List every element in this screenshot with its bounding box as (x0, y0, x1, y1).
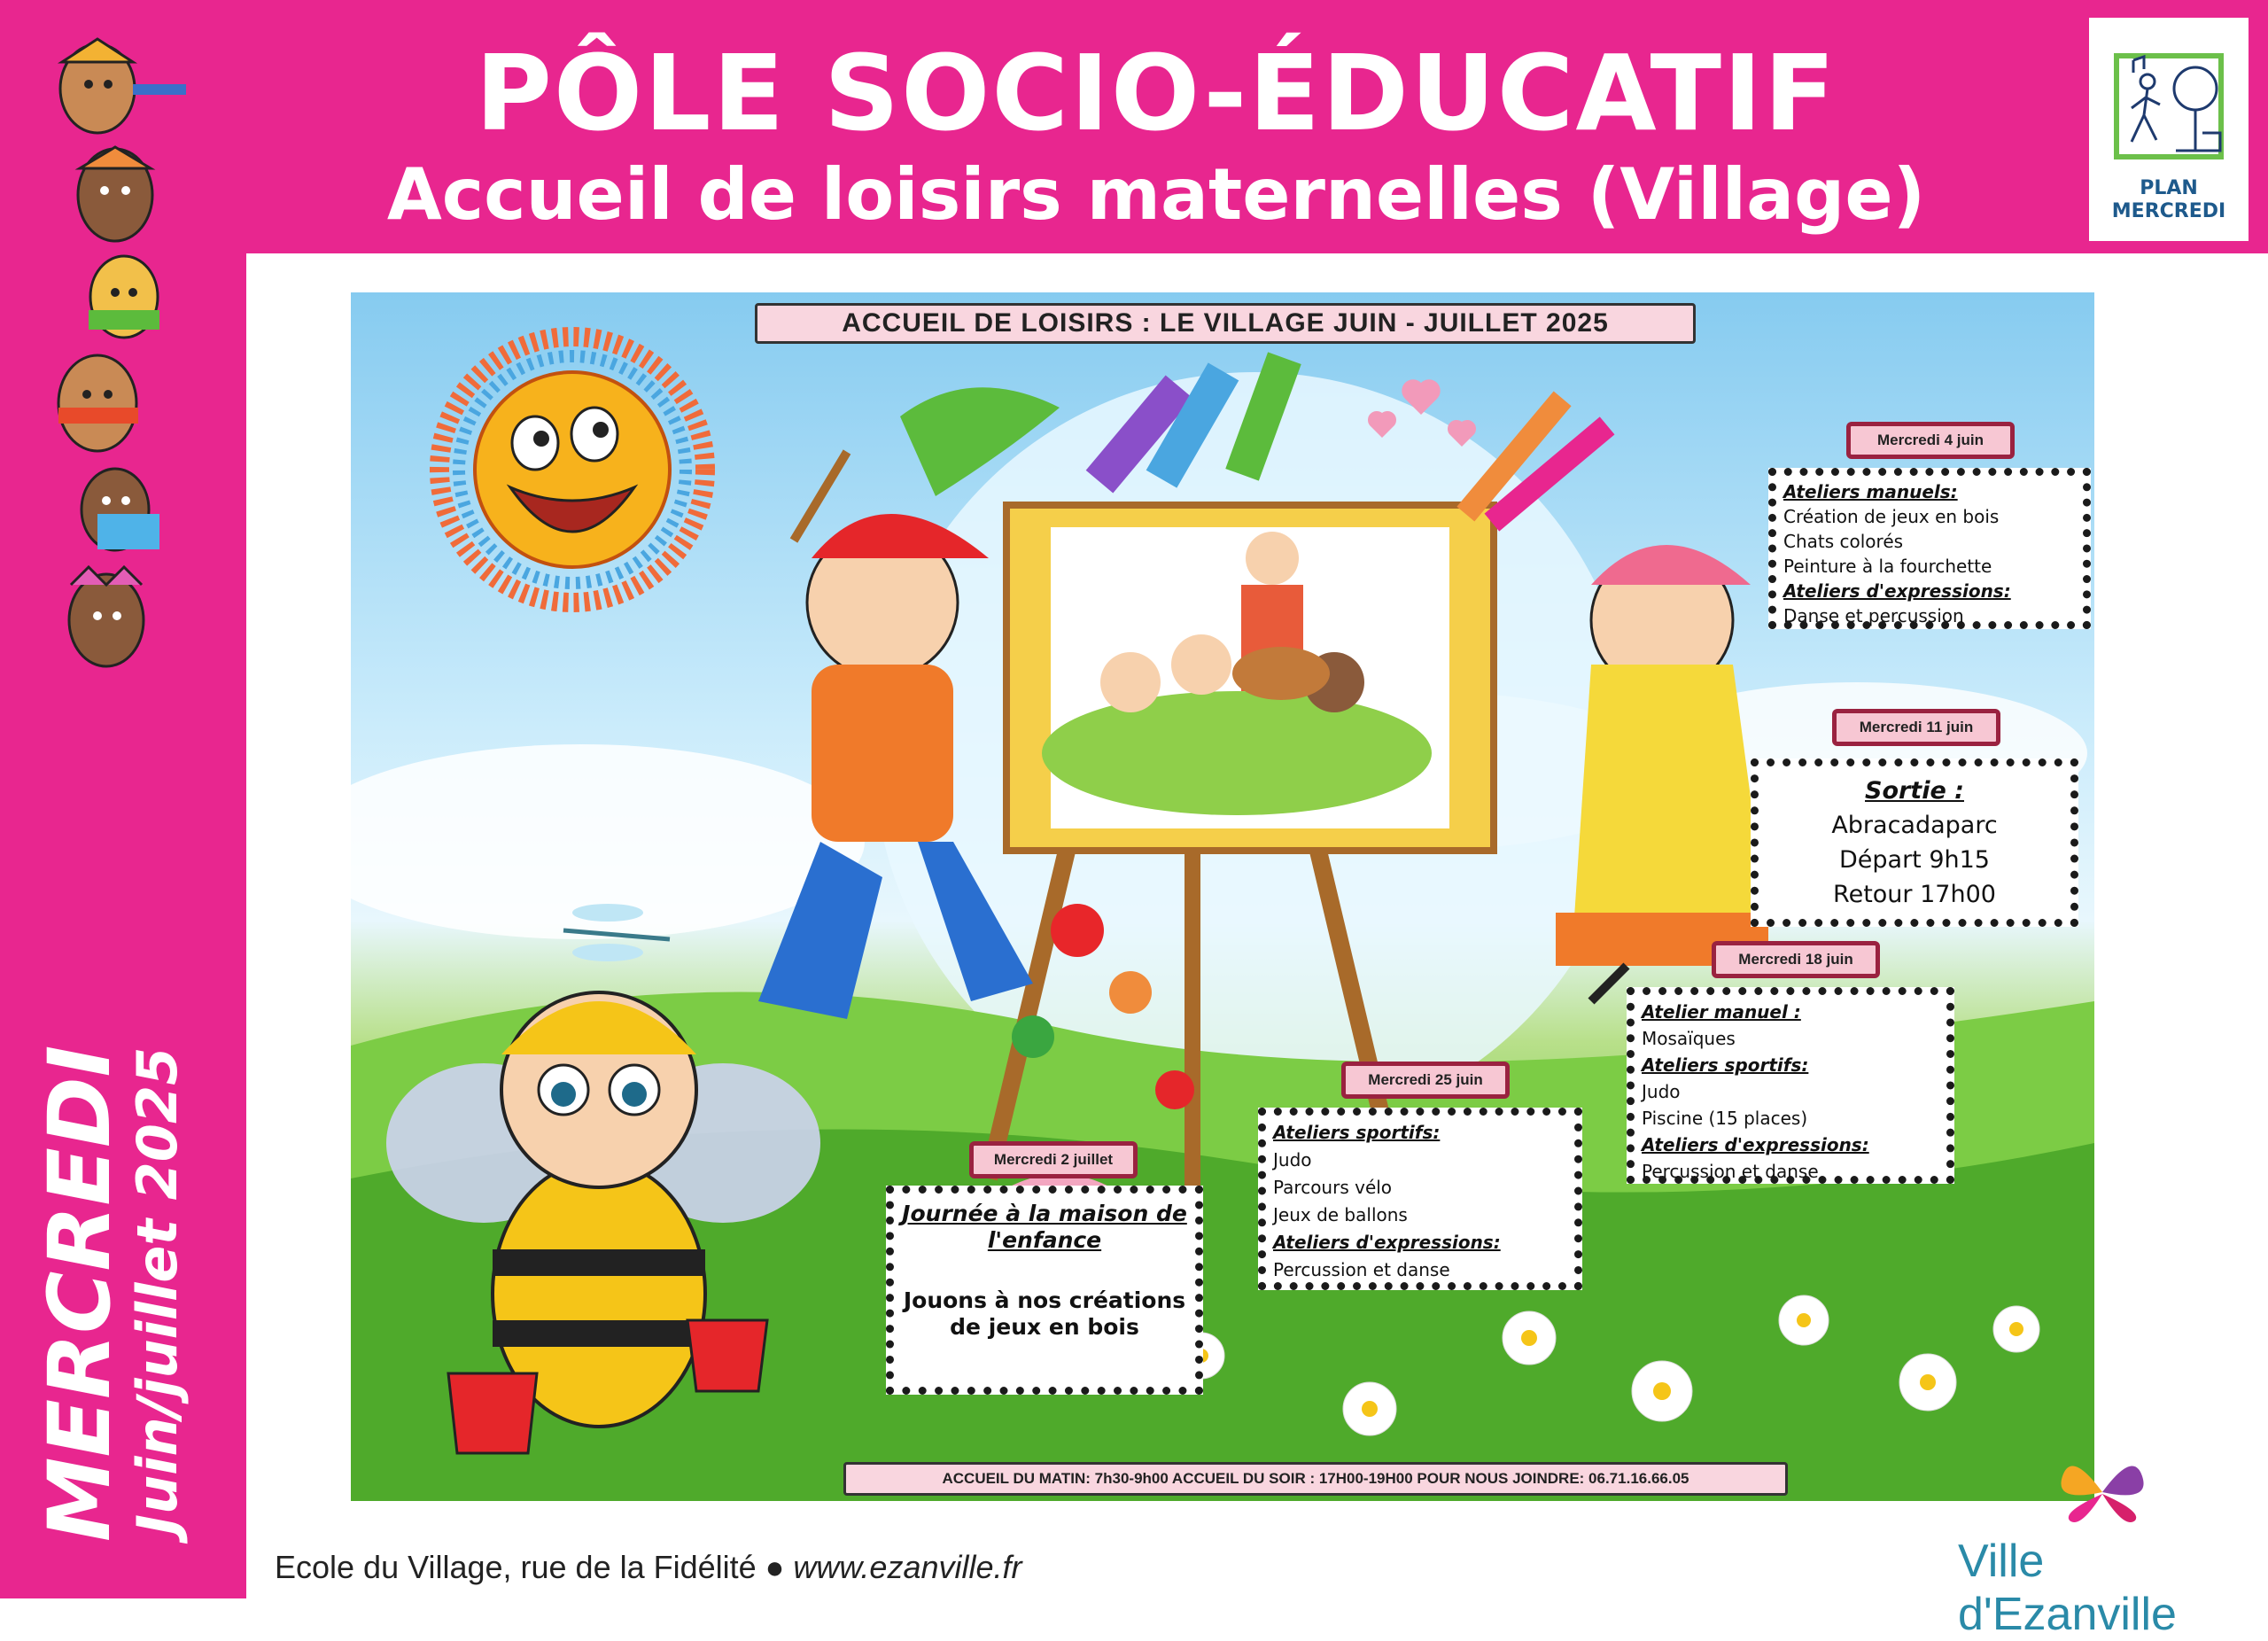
activity-item: Retour 17h00 (1833, 881, 1996, 908)
mascot-characters-illustration (27, 35, 221, 673)
activity-title: Journée à la maison de l'enfance (902, 1201, 1187, 1253)
side-vertical-title (30, 1045, 191, 1542)
plan-mercredi-logo-icon (2114, 35, 2224, 168)
school-address (275, 1549, 1022, 1586)
mascot-3 (89, 256, 159, 338)
activity-item: Percussion et danse (1642, 1161, 1819, 1182)
activity-item: Départ 9h15 (1838, 846, 1990, 874)
mascot-1 (60, 39, 186, 133)
activity-title: Ateliers manuels: (1783, 481, 1958, 502)
activity-title: Ateliers sportifs: (1642, 1054, 1809, 1076)
plan-mercredi-logo (2089, 18, 2249, 241)
day-activities-18-juin (1627, 987, 1954, 1184)
day-activities-4-juin (1768, 468, 2091, 629)
activity-item: Création de jeux en bois (1783, 506, 2000, 527)
activity-item: Judo (1273, 1149, 1312, 1170)
activity-item: Percussion et danse (1273, 1259, 1450, 1280)
activity-item: Danse et percussion (1783, 605, 1964, 626)
plan-logo-line2: MERCREDI (2111, 200, 2226, 222)
activity-item: Parcours vélo (1273, 1177, 1393, 1198)
activity-title: Ateliers d'expressions: (1273, 1232, 1501, 1253)
activity-title: Ateliers sportifs: (1273, 1122, 1441, 1143)
page-subtitle: Accueil de loisirs maternelles (Village) (386, 153, 1926, 236)
day-date-2-juillet: Mercredi 2 juillet (971, 1143, 1136, 1177)
activity-item: Jouons à nos créations de jeux en bois (903, 1287, 1186, 1340)
poster-header: ACCUEIL DE LOISIRS : LE VILLAGE JUIN - JUILLET 2025 (755, 303, 1696, 344)
day-date-18-juin: Mercredi 18 juin (1713, 943, 1878, 976)
day-activities-2-juillet (886, 1186, 1203, 1395)
address-text: Ecole du Village, rue de la Fidélité ● (275, 1549, 794, 1585)
activity-title: Atelier manuel : (1642, 1001, 1801, 1023)
activity-title: Sortie : (1865, 777, 1964, 805)
program-poster (351, 292, 2094, 1501)
activity-item: Mosaïques (1642, 1028, 1736, 1049)
mascot-4 (58, 355, 138, 451)
hours-contact-banner: ACCUEIL DU MATIN: 7h30-9h00 ACCUEIL DU SOIR : 17H00-19H00 POUR NOUS JOINDRE: 06.71.16.66.05 (843, 1462, 1788, 1496)
activity-item: Abracadaparc (1831, 812, 1998, 839)
mascot-5 (82, 469, 159, 550)
activity-item: Judo (1642, 1081, 1681, 1102)
page-title: PÔLE SOCIO-ÉDUCATIF (475, 32, 1837, 154)
side-date: Juin/juillet 2025 (125, 1046, 190, 1535)
butterfly-logo-icon (2054, 1450, 2151, 1535)
sun-icon (439, 337, 705, 603)
day-activities-25-juin (1258, 1108, 1582, 1290)
city-logo-text: Ville d'Ezanville (1958, 1536, 2177, 1640)
activity-item: Peinture à la fourchette (1783, 556, 1992, 577)
side-title: MERCREDI (30, 1045, 129, 1542)
day-activities-11-juin (1751, 758, 2078, 927)
activity-item: Piscine (15 places) (1642, 1108, 1808, 1129)
website-link[interactable]: www.ezanville.fr (793, 1549, 1022, 1585)
plan-logo-line1: PLAN (2140, 177, 2198, 199)
mascot-6 (69, 567, 144, 666)
day-date-25-juin: Mercredi 25 juin (1343, 1063, 1508, 1097)
activity-item: Chats colorés (1783, 531, 1904, 552)
activity-item: Jeux de ballons (1273, 1204, 1408, 1225)
day-date-11-juin: Mercredi 11 juin (1834, 711, 1999, 744)
activity-title: Ateliers d'expressions: (1642, 1134, 1869, 1155)
activity-title: Ateliers d'expressions: (1783, 580, 2011, 602)
day-date-4-juin: Mercredi 4 juin (1848, 424, 2013, 457)
mascot-2 (78, 147, 152, 241)
